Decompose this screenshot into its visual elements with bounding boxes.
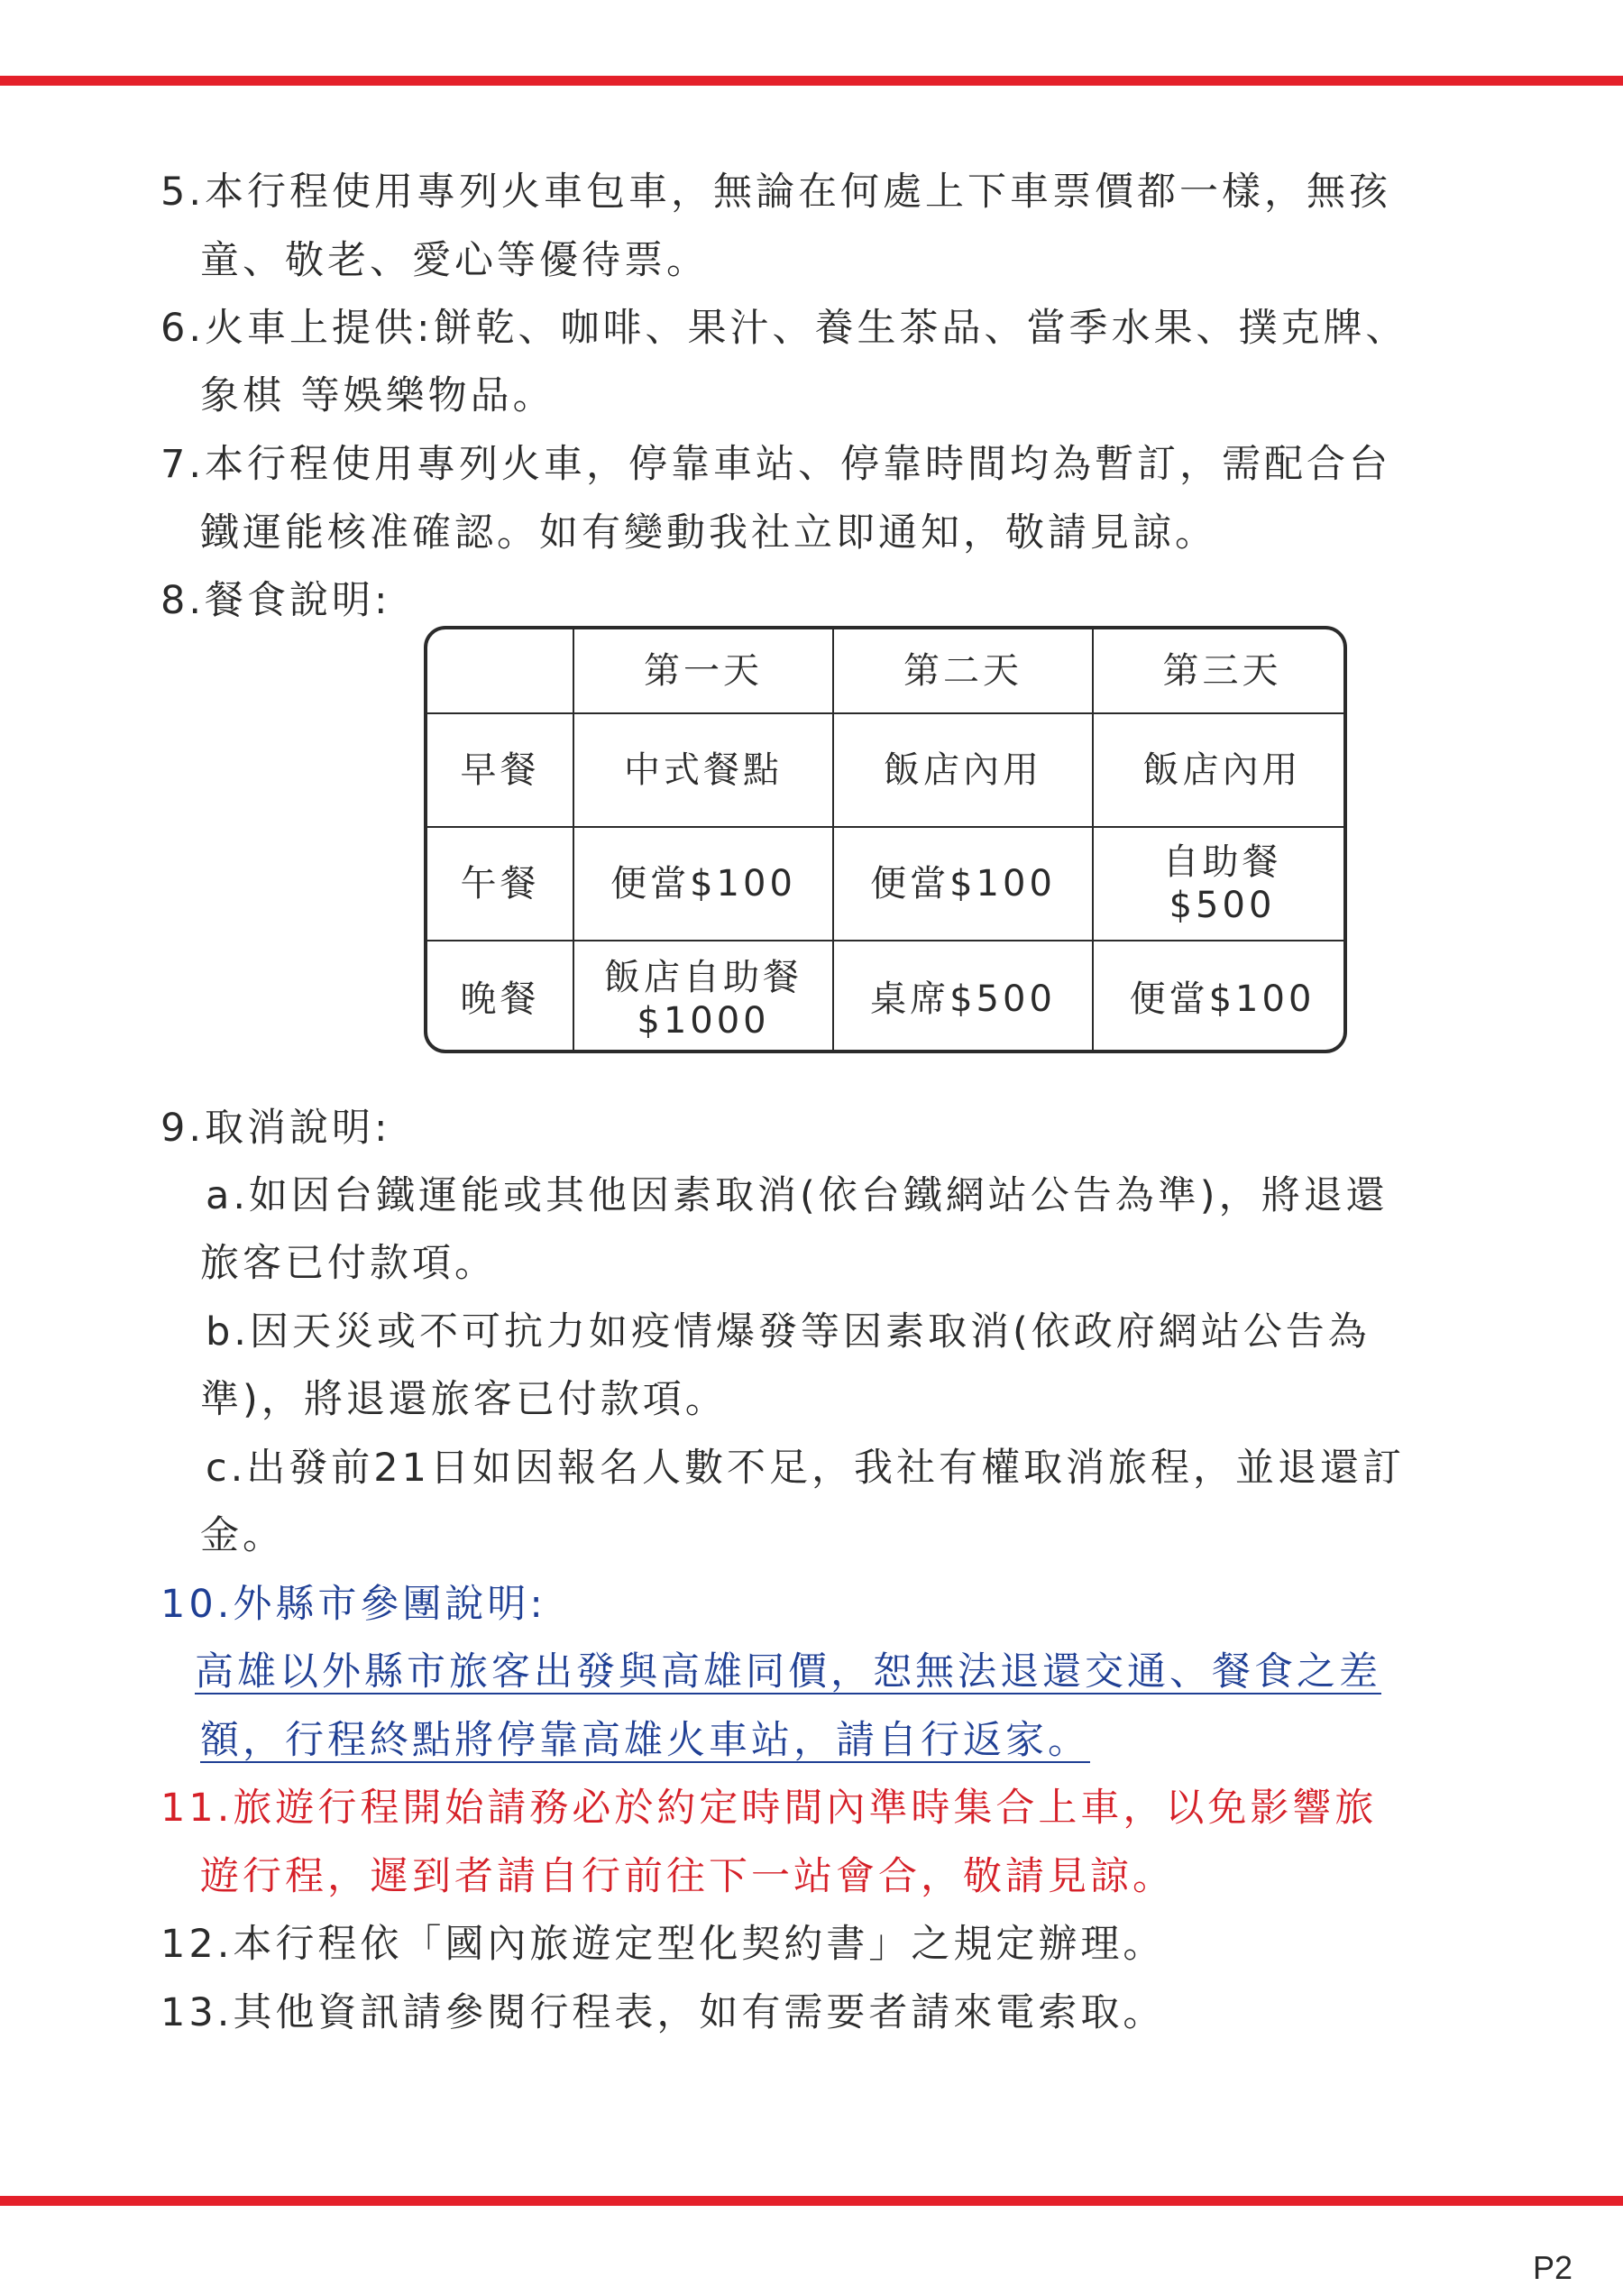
item-10-line-2: 額，行程終點將停靠高雄火車站，請自行返家。 bbox=[200, 1718, 1090, 1763]
item-12: 12.本行程依「國內旅遊定型化契約書」之規定辦理。 bbox=[160, 1922, 1166, 1967]
item-9-heading: 9.取消說明: bbox=[160, 1106, 391, 1151]
table-cell bbox=[573, 941, 833, 1053]
table-cell: 桌席$500 bbox=[833, 941, 1093, 1053]
item-11-line-2: 遊行程，遲到者請自行前往下一站會合，敬請見諒。 bbox=[200, 1854, 1175, 1899]
meal-label: 午餐 bbox=[427, 827, 573, 941]
item-6-line-2: 象棋 等娛樂物品。 bbox=[200, 373, 555, 418]
item-9b-line-1: b.因天災或不可抗力如疫情爆發等因素取消(依政府網站公告為 bbox=[206, 1309, 1371, 1355]
item-11-line-1: 11.旅遊行程開始請務必於約定時間內準時集合上車，以免影響旅 bbox=[160, 1786, 1378, 1831]
table-cell: 飯店內用 bbox=[1093, 713, 1347, 827]
table-cell-line: 飯店自助餐 bbox=[604, 957, 802, 998]
item-5-line-1: 5.本行程使用專列火車包車，無論在何處上下車票價都一樣，無孩 bbox=[160, 170, 1392, 215]
table-cell: 便當$100 bbox=[573, 827, 833, 941]
item-9c-line-1: c.出發前21日如因報名人數不足，我社有權取消旅程，並退還訂 bbox=[206, 1446, 1406, 1491]
meal-label: 晚餐 bbox=[427, 941, 573, 1053]
table-cell-line: $500 bbox=[1169, 885, 1276, 926]
item-7-line-1: 7.本行程使用專列火車，停靠車站、停靠時間均為暫訂，需配合台 bbox=[160, 442, 1392, 487]
table-row bbox=[427, 827, 1347, 941]
item-5-line-2: 童、敬老、愛心等優待票。 bbox=[200, 238, 709, 283]
table-cell-line: $1000 bbox=[637, 1000, 770, 1042]
item-7-line-2: 鐵運能核准確認。如有變動我社立即通知，敬請見諒。 bbox=[200, 510, 1217, 556]
item-10-line-1: 高雄以外縣市旅客出發與高雄同價，恕無法退還交通、餐食之差 bbox=[195, 1649, 1381, 1694]
item-9b-line-2: 準)，將退還旅客已付款項。 bbox=[200, 1377, 728, 1422]
meal-table bbox=[424, 626, 1347, 1053]
item-9a-line-2: 旅客已付款項。 bbox=[200, 1241, 497, 1286]
table-header-row bbox=[427, 629, 1347, 713]
item-9c-line-2: 金。 bbox=[200, 1513, 285, 1558]
table-cell: 中式餐點 bbox=[573, 713, 833, 827]
item-8-heading: 8.餐食說明: bbox=[160, 578, 391, 623]
table-row bbox=[427, 941, 1347, 1053]
table-header-cell: 第三天 bbox=[1093, 629, 1347, 713]
bottom-red-rule bbox=[0, 2196, 1623, 2206]
table-row bbox=[427, 713, 1347, 827]
item-10-heading: 10.外縣市參團說明: bbox=[160, 1582, 546, 1627]
table-header-cell: 第二天 bbox=[833, 629, 1093, 713]
table-cell: 便當$100 bbox=[833, 827, 1093, 941]
item-13: 13.其他資訊請參閱行程表，如有需要者請來電索取。 bbox=[160, 1990, 1166, 2035]
table-cell-line: 自助餐 bbox=[1162, 841, 1282, 883]
meal-label: 早餐 bbox=[427, 713, 573, 827]
item-6-line-1: 6.火車上提供:餅乾、咖啡、果汁、養生茶品、當季水果、撲克牌、 bbox=[160, 306, 1408, 351]
item-9a-line-1: a.如因台鐵運能或其他因素取消(依台鐵網站公告為準)，將退還 bbox=[206, 1173, 1389, 1218]
top-red-rule bbox=[0, 76, 1623, 86]
table-cell: 飯店內用 bbox=[833, 713, 1093, 827]
table-header-cell bbox=[427, 629, 573, 713]
table-header-cell: 第一天 bbox=[573, 629, 833, 713]
page-number: P2 bbox=[1533, 2249, 1573, 2286]
table-cell: 便當$100 bbox=[1093, 941, 1347, 1053]
table-cell bbox=[1093, 827, 1347, 941]
